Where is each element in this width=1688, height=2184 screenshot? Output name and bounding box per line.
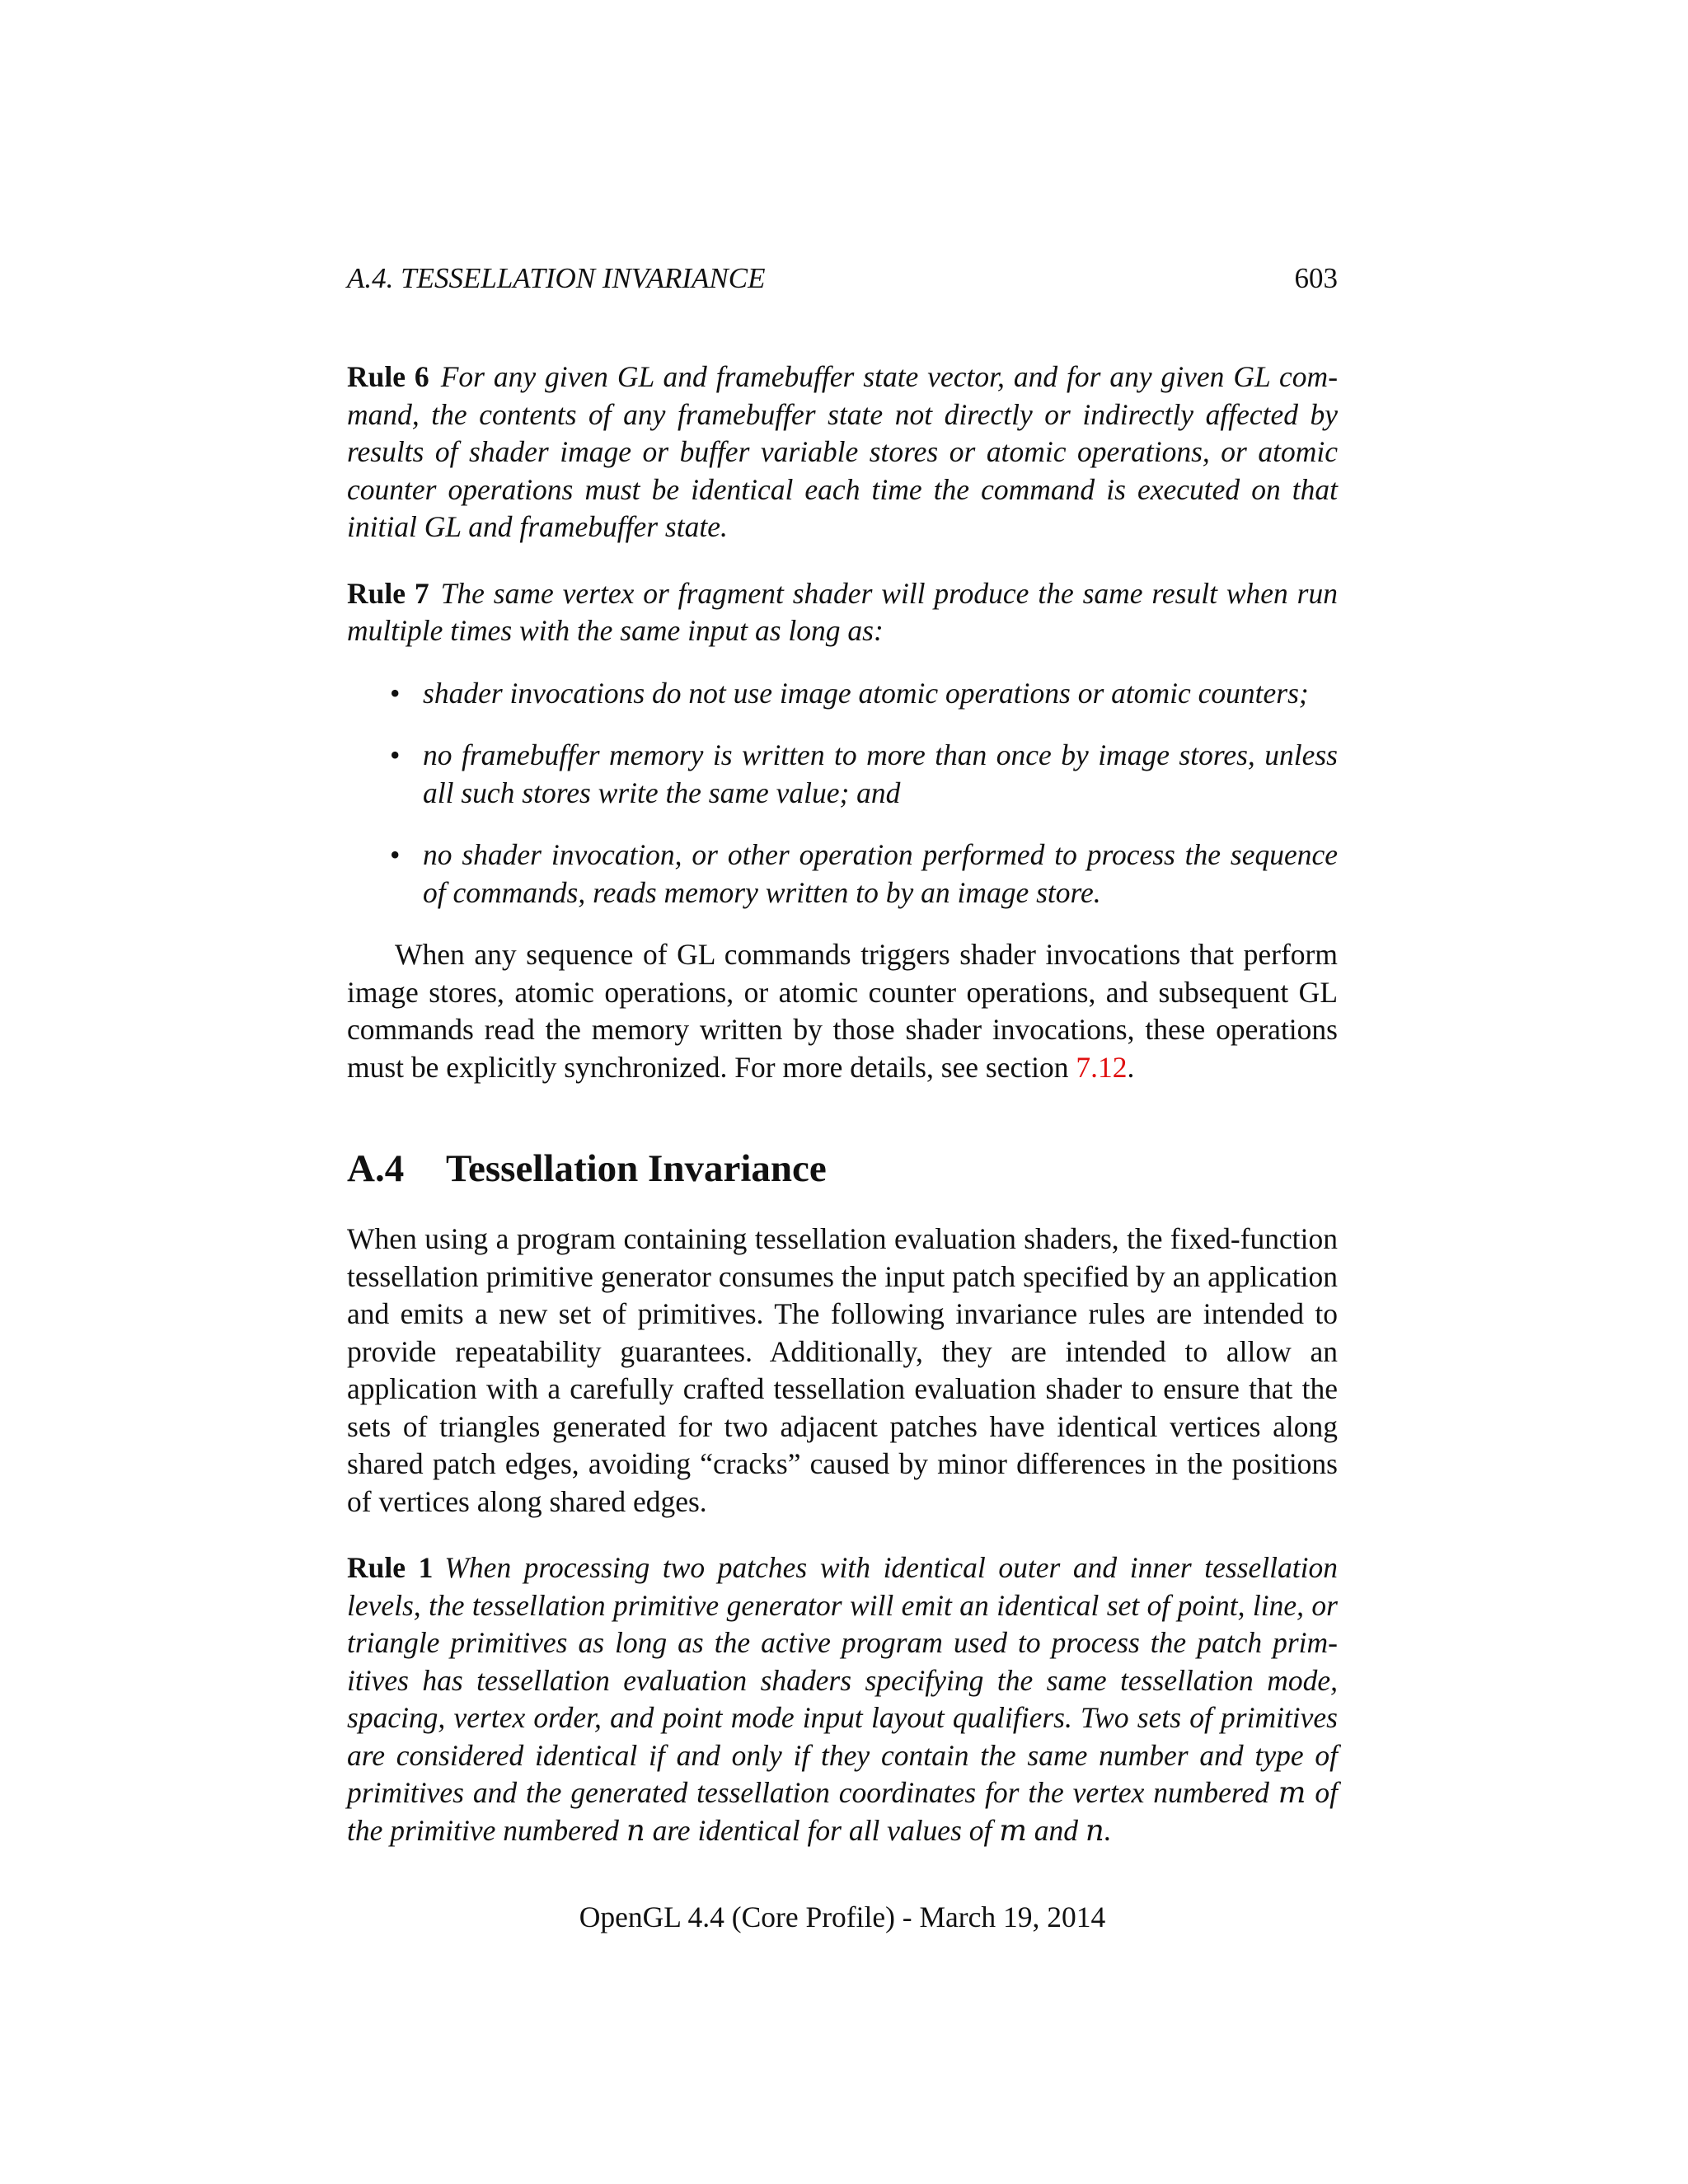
rule-1-text-part: of the primitive numbered <box>347 1776 1338 1847</box>
rule-7-conditions-list <box>347 675 1338 912</box>
rule-1-text-part: are identical for all values of <box>645 1813 1000 1847</box>
list-item-text: shader invocations do not use image atomic operations or atomic counters; <box>423 676 1309 710</box>
rule-1-text-part: and <box>1026 1813 1085 1847</box>
list-item <box>347 675 1338 713</box>
list-item <box>347 737 1338 812</box>
list-item-text: no framebuffer memory is written to more than once by image stores, unless all such stores write the same value; and <box>423 738 1338 809</box>
bullet-icon: • <box>390 738 401 771</box>
running-header <box>347 259 1338 298</box>
page-number: 603 <box>1294 262 1338 294</box>
rule-1-text-part: When processing two patches with identical outer and inner tessellation levels, the tessellation primitive generator will emit an identical set of point, line, or triangle primitives as long as the active program used to process the patch primitives has tessellation evaluation shaders specifying the same tessellation mode, spacing, vertex order, and point mode input layout qualifiers. Two sets of primitives are considered identical if and only if they contain the same number and type of primitives and the generated tessellation coordinates for the vertex numbered <box>347 1551 1339 1809</box>
math-variable-n: n <box>626 1813 645 1848</box>
header-section-title: A.4. TESSELLATION INVARIANCE <box>347 262 766 294</box>
rule-1-text-part: . <box>1104 1813 1112 1847</box>
math-variable-m: m <box>999 1813 1027 1848</box>
rule-1 <box>347 1549 1338 1849</box>
math-variable-m: m <box>1278 1776 1306 1810</box>
section-heading <box>347 1144 1338 1193</box>
synchronization-end: . <box>1127 1050 1135 1084</box>
synchronization-paragraph <box>347 936 1338 1086</box>
list-item <box>347 837 1338 912</box>
bullet-icon: • <box>390 838 401 871</box>
rule-1-text <box>347 1551 1338 1847</box>
rule-7-label: Rule 7 <box>347 576 429 610</box>
section-number: A.4 <box>347 1147 405 1190</box>
page-footer: OpenGL 4.4 (Core Profile) - March 19, 2014 <box>579 1900 1106 1933</box>
rule-6-label: Rule 6 <box>347 360 429 393</box>
section-7-12-link[interactable]: 7.12 <box>1076 1050 1128 1084</box>
list-item-text: no shader invocation, or other operation performed to process the sequence of commands, reads memory written to by an image store. <box>423 838 1338 909</box>
rule-7 <box>347 575 1338 650</box>
synchronization-text: When any sequence of GL commands triggers shader invocations that perform image stores, atomic operations, or atomic counter operations, and subsequent GL commands read the memory written by those shader invocations, these operations must be explicitly synchronized. For more details, see section <box>347 938 1338 1084</box>
rule-6-text: For any given GL and framebuffer state vector, and for any given GL command, the contents of any framebuffer state not directly or indirectly affected by results of shader image or buffer variable stores or atomic operations, or atomic counter operations must be identical each time the command is executed on that initial GL and framebuffer state. <box>347 360 1339 543</box>
rule-1-label: Rule 1 <box>347 1551 434 1584</box>
intro-paragraph: When using a program containing tessellation evaluation shaders, the fixed-function tessellation primitive generator consumes the input patch specified by an application and emits a new set of primitives. The following invariance rules are intended to provide repeatability guarantees. Additionally, they are intended to allow an application with a carefully crafted tessellation evaluation shader to ensure that the sets of triangles generated for two adjacent patches have identical vertices along shared patch edges, avoiding “cracks” caused by minor differences in the positions of vertices along shared edges. <box>347 1222 1338 1518</box>
rule-6 <box>347 359 1338 546</box>
math-variable-n: n <box>1085 1813 1104 1848</box>
rule-7-text: The same vertex or fragment shader will produce the same result when run multiple times with the same input as long as: <box>347 576 1339 647</box>
body-text <box>347 359 1338 1878</box>
bullet-icon: • <box>390 676 401 710</box>
section-title: Tessellation Invariance <box>446 1147 827 1190</box>
